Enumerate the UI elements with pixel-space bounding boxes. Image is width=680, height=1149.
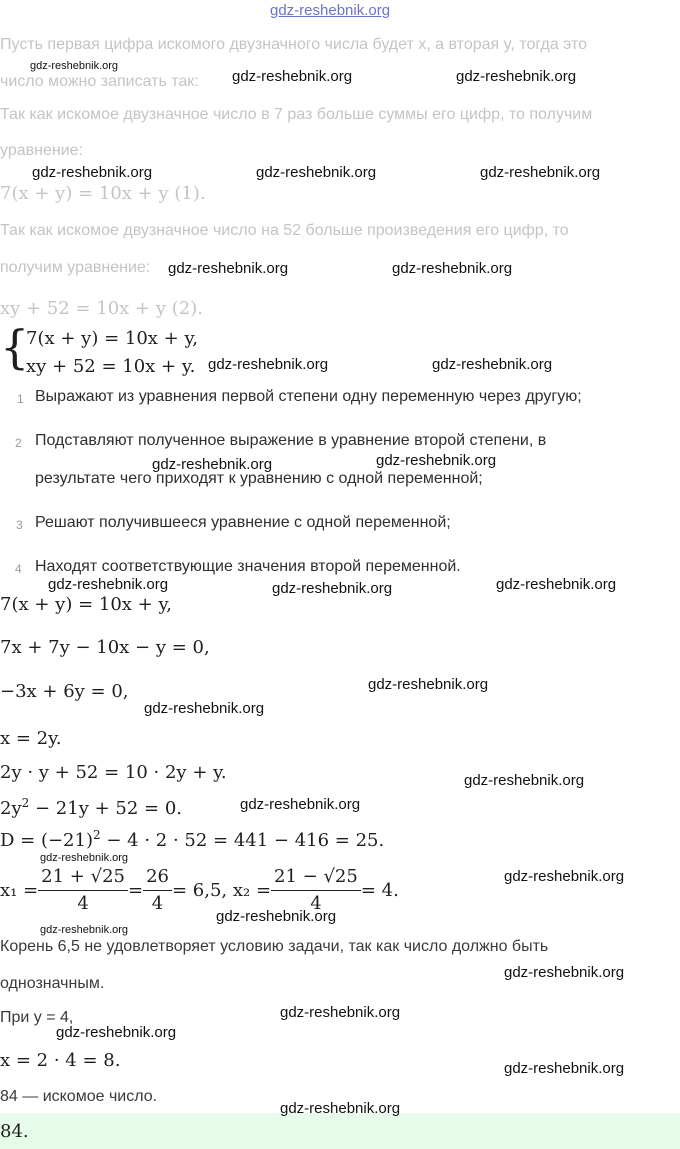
watermark: gdz-reshebnik.org [152,456,273,473]
watermark: gdz-reshebnik.org [232,68,353,85]
system-brace-icon: { [0,320,30,374]
answer-box [0,1113,680,1149]
watermark: gdz-reshebnik.org [504,1060,625,1077]
step-text: Решают получившееся уравнение с одной переменной; [35,514,451,531]
exponent: 2 [21,796,30,810]
watermark: gdz-reshebnik.org [40,924,129,936]
solution-line-5: 2y · y + 52 = 10 · 2y + y. [0,762,227,783]
roots-line [0,866,399,915]
x2-numerator: 21 − √25 [271,866,361,891]
watermark: gdz-reshebnik.org [168,260,289,277]
watermark: gdz-reshebnik.org [56,1024,177,1041]
watermark: gdz-reshebnik.org [504,868,625,885]
system-line-2: xy + 52 = 10x + y. [26,356,196,377]
watermark: gdz-reshebnik.org [216,908,337,925]
watermark: gdz-reshebnik.org [464,772,585,789]
watermark: gdz-reshebnik.org [368,676,489,693]
watermark: gdz-reshebnik.org [144,700,265,717]
watermark: gdz-reshebnik.org [40,852,129,864]
x2-denominator: 4 [310,893,322,914]
intro-p1-line1: Пусть первая цифра искомого двузначного числа будет x, а вторая y, тогда это [0,36,588,53]
solution-line-3: −3x + 6y = 0, [0,681,129,702]
solution-line-4: x = 2y. [0,728,62,749]
answer-value: 84. [0,1121,29,1142]
step-text: Выражают из уравнения первой степени одну переменную через другую; [35,388,582,405]
x1-tail: = 6,5, x₂ = [171,880,272,901]
equation-1: 7(x + y) = 10x + y (1). [0,183,206,204]
x1-fraction [38,866,128,915]
intro-p3-line1: Так как искомое двузначное число на 52 больше произведения его цифр, то [0,222,569,239]
conclusion-line-1: Корень 6,5 не удовлетворяет условию задачи, так как число должно быть [0,938,549,955]
quadratic-rest: − 21y + 52 = 0. [29,798,182,819]
solution-line-2: 7x + 7y − 10x − y = 0, [0,637,210,658]
quadratic-lhs: 2y [0,798,22,819]
step-text: результате чего приходят к уравнению с одной переменной; [35,470,483,487]
conclusion-line-5: 84 — искомое число. [0,1088,158,1105]
watermark: gdz-reshebnik.org [30,60,119,72]
watermark: gdz-reshebnik.org [272,580,393,597]
conclusion-line-4: x = 2 · 4 = 8. [0,1050,121,1071]
watermark: gdz-reshebnik.org [456,68,577,85]
watermark: gdz-reshebnik.org [280,1004,401,1021]
conclusion-line-3: При y = 4, [0,1009,74,1026]
x1-denominator-2: 4 [151,893,164,914]
step-number: 4 [15,562,22,576]
step-number: 3 [16,518,23,532]
x1-numerator: 21 + √25 [38,866,128,891]
intro-p3-line2: получим уравнение: [0,259,151,276]
watermark: gdz-reshebnik.org [32,164,153,181]
step-number: 1 [17,392,24,406]
step-text: Подставляют полученное выражение в уравнение второй степени, в [35,432,547,449]
watermark: gdz-reshebnik.org [504,964,625,981]
x1-fraction-simplified [143,866,172,915]
equals-sign: = [127,880,144,901]
watermark: gdz-reshebnik.org [208,356,329,373]
solution-line-6 [0,796,182,819]
discriminant-lhs: D = (−21) [0,830,93,851]
step-text: Находят соответствующие значения второй переменной. [35,558,461,575]
watermark: gdz-reshebnik.org [496,576,617,593]
x1-denominator: 4 [77,893,89,914]
discriminant-rest: − 4 · 2 · 52 = 441 − 416 = 25. [100,830,385,851]
conclusion-line-2: однозначным. [0,975,105,992]
x2-tail: = 4. [360,880,399,901]
equation-2: xy + 52 = 10x + y (2). [0,298,203,319]
step-number: 2 [15,436,22,450]
intro-p2-line1: Так как искомое двузначное число в 7 раз больше суммы его цифр, то получим [0,106,593,123]
watermark: gdz-reshebnik.org [240,796,361,813]
watermark: gdz-reshebnik.org [256,164,377,181]
intro-p2-line2: уравнение: [0,142,83,159]
watermark: gdz-reshebnik.org [48,576,169,593]
watermark: gdz-reshebnik.org [480,164,601,181]
system-line-1: 7(x + y) = 10x + y, [26,328,198,349]
watermark: gdz-reshebnik.org [392,260,513,277]
intro-p1-line2: число можно записать так: [0,73,199,90]
watermark-top[interactable]: gdz-reshebnik.org [270,2,391,19]
watermark: gdz-reshebnik.org [432,356,553,373]
exponent: 2 [93,828,101,842]
x1-label: x₁ = [0,880,39,901]
discriminant-line [0,828,384,851]
x1-numerator-2: 26 [143,866,172,891]
watermark: gdz-reshebnik.org [280,1100,401,1117]
watermark: gdz-reshebnik.org [376,452,497,469]
solution-line-1: 7(x + y) = 10x + y, [0,594,172,615]
